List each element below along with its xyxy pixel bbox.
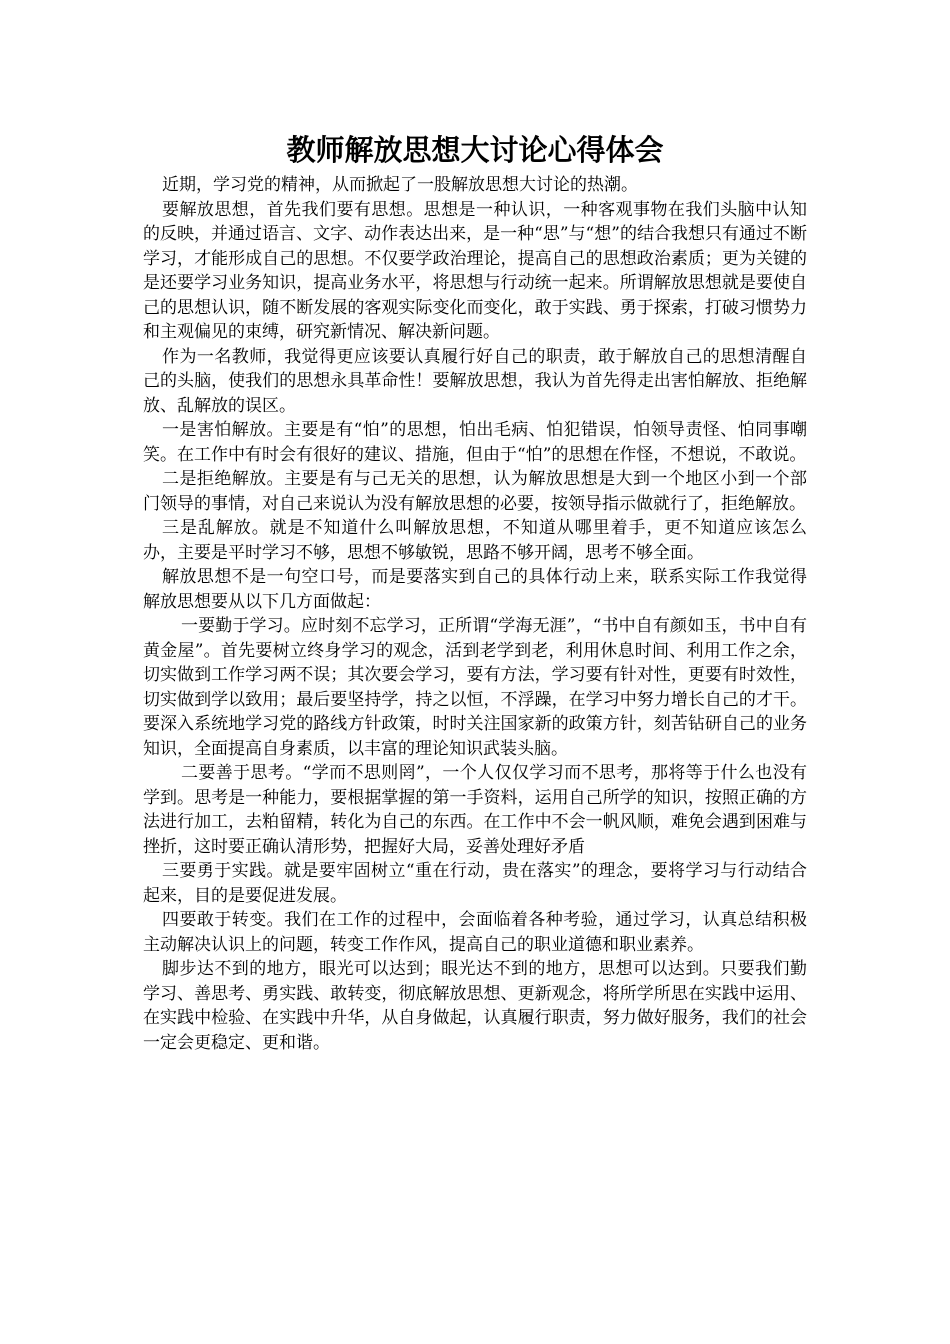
paragraph-chaos: 三是乱解放。就是不知道什么叫解放思想，不知道从哪里着手，更不知道应该怎么办，主要是平时学习不够，思想不够敏锐，思路不够开阔，思考不够全面。 [143,518,807,563]
paragraph-think: 二要善于思考。“学而不思则罔”，一个人仅仅学习而不思考，那将等于什么也没有学到。思考是一种能力，要根据掌握的第一手资料，运用自己所学的知识，按照正确的方法进行加工，去粕留精，转化为自己的东西。在工作中不会一帆风顺，难免会遇到困难与挫折，这时要正确认清形势，把握好大局，妥善处理好矛盾 [143,763,807,857]
paragraph-study: 一要勤于学习。应时刻不忘学习，正所谓“学海无涯”，“书中自有颜如玉，书中自有黄金屋”。首先要树立终身学习的观念，活到老学到老，利用休息时间、利用工作之余，切实做到工作学习两不误；其次要会学习，要有方法，学习要有针对性，更要有时效性，切实做到学以致用；最后要坚持学，持之以恒，不浮躁，在学习中努力增长自己的才干。要深入系统地学习党的路线方针政策，时时关注国家新的政策方针，刻苦钻研自己的业务知识，全面提高自身素质，以丰富的理论知识武装头脑。 [143,616,807,759]
paragraph-fear: 一是害怕解放。主要是有“怕”的思想，怕出毛病、怕犯错误，怕领导责怪、怕同事嘲笑。在工作中有时会有很好的建议、措施，但由于“怕”的思想在作怪，不想说，不敢说。 [143,420,807,465]
paragraph-as-teacher: 作为一名教师，我觉得更应该要认真履行好自己的职责，敢于解放自己的思想清醒自己的头脑，使我们的思想永具革命性！要解放思想，我认为首先得走出害怕解放、拒绝解放、乱解放的误区。 [143,346,807,416]
paragraph-conclusion: 脚步达不到的地方，眼光可以达到；眼光达不到的地方，思想可以达到。只要我们勤学习、善思考、勇实践、敢转变，彻底解放思想、更新观念，将所学所思在实践中运用、在实践中检验、在实践中升华，从自身做起，认真履行职责，努力做好服务，我们的社会一定会更稳定、更和谐。 [143,959,807,1053]
paragraph-change: 四要敢于转变。我们在工作的过程中，会面临着各种考验，通过学习，认真总结积极主动解决认识上的问题，转变工作作风，提高自己的职业道德和职业素养。 [143,910,807,955]
paragraph-intro: 近期，学习党的精神，从而掀起了一股解放思想大讨论的热潮。 [162,175,638,195]
document-body [143,173,807,1055]
document-title: 教师解放思想大讨论心得体会 [286,133,664,167]
paragraph-action: 解放思想不是一句空口号，而是要落实到自己的具体行动上来，联系实际工作我觉得解放思想要从以下几方面做起： [143,567,807,612]
paragraph-have-thoughts: 要解放思想，首先我们要有思想。思想是一种认识，一种客观事物在我们头脑中认知的反映，并通过语言、文字、动作表达出来，是一种“思”与“想”的结合我想只有通过不断学习，才能形成自己的思想。不仅要学政治理论，提高自己的思想政治素质；更为关键的是还要学习业务知识，提高业务水平，将思想与行动统一起来。所谓解放思想就是要使自己的思想认识，随不断发展的客观实际变化而变化，敢于实践、勇于探索，打破习惯势力和主观偏见的束缚，研究新情况、解决新问题。 [143,199,807,342]
paragraph-practice: 三要勇于实践。就是要牢固树立“重在行动，贵在落实”的理念，要将学习与行动结合起来，目的是要促进发展。 [143,861,807,906]
paragraph-refuse: 二是拒绝解放。主要是有与己无关的思想，认为解放思想是大到一个地区小到一个部门领导的事情，对自己来说认为没有解放思想的必要，按领导指示做就行了，拒绝解放。 [143,469,807,514]
